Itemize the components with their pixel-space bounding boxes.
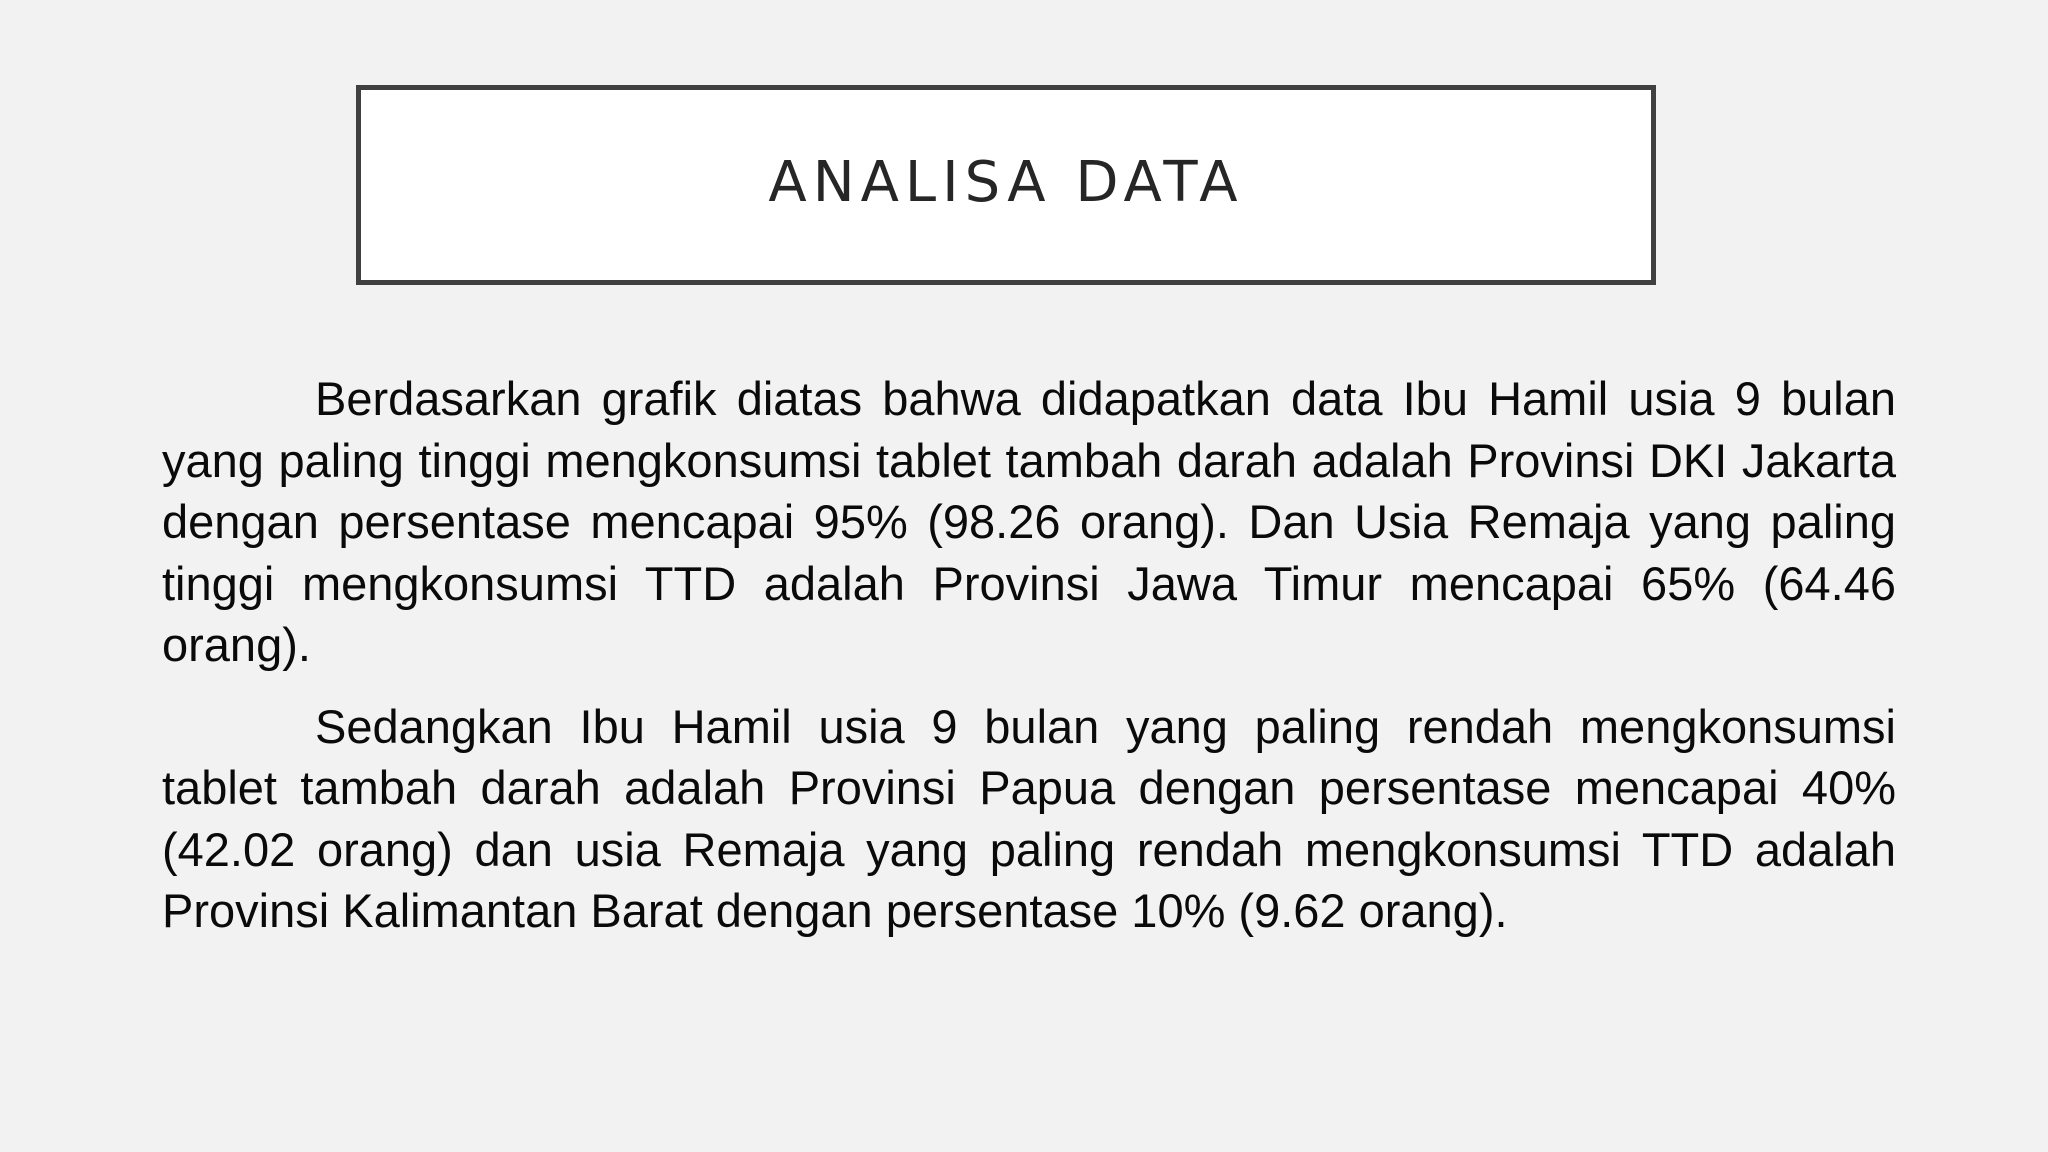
slide-title: ANALISA DATA	[768, 149, 1244, 215]
paragraph-highest: Berdasarkan grafik diatas bahwa didapatkan data Ibu Hamil usia 9 bulan yang paling tinggi mengkonsumsi tablet tambah darah adalah Provinsi DKI Jakarta dengan persentase mencapai 95% (98.26 orang). Dan Usia Remaja yang paling tinggi mengkonsumsi TTD adalah Provinsi Jawa Timur mencapai 65% (64.46 orang).	[162, 372, 1896, 671]
paragraph-lowest: Sedangkan Ibu Hamil usia 9 bulan yang paling rendah mengkonsumsi tablet tambah darah adalah Provinsi Papua dengan persentase mencapai 40% (42.02 orang) dan usia Remaja yang paling rendah mengkonsumsi TTD adalah Provinsi Kalimantan Barat dengan persentase 10% (9.62 orang).	[162, 699, 1896, 937]
body-text	[162, 368, 1896, 962]
title-box	[356, 85, 1656, 285]
